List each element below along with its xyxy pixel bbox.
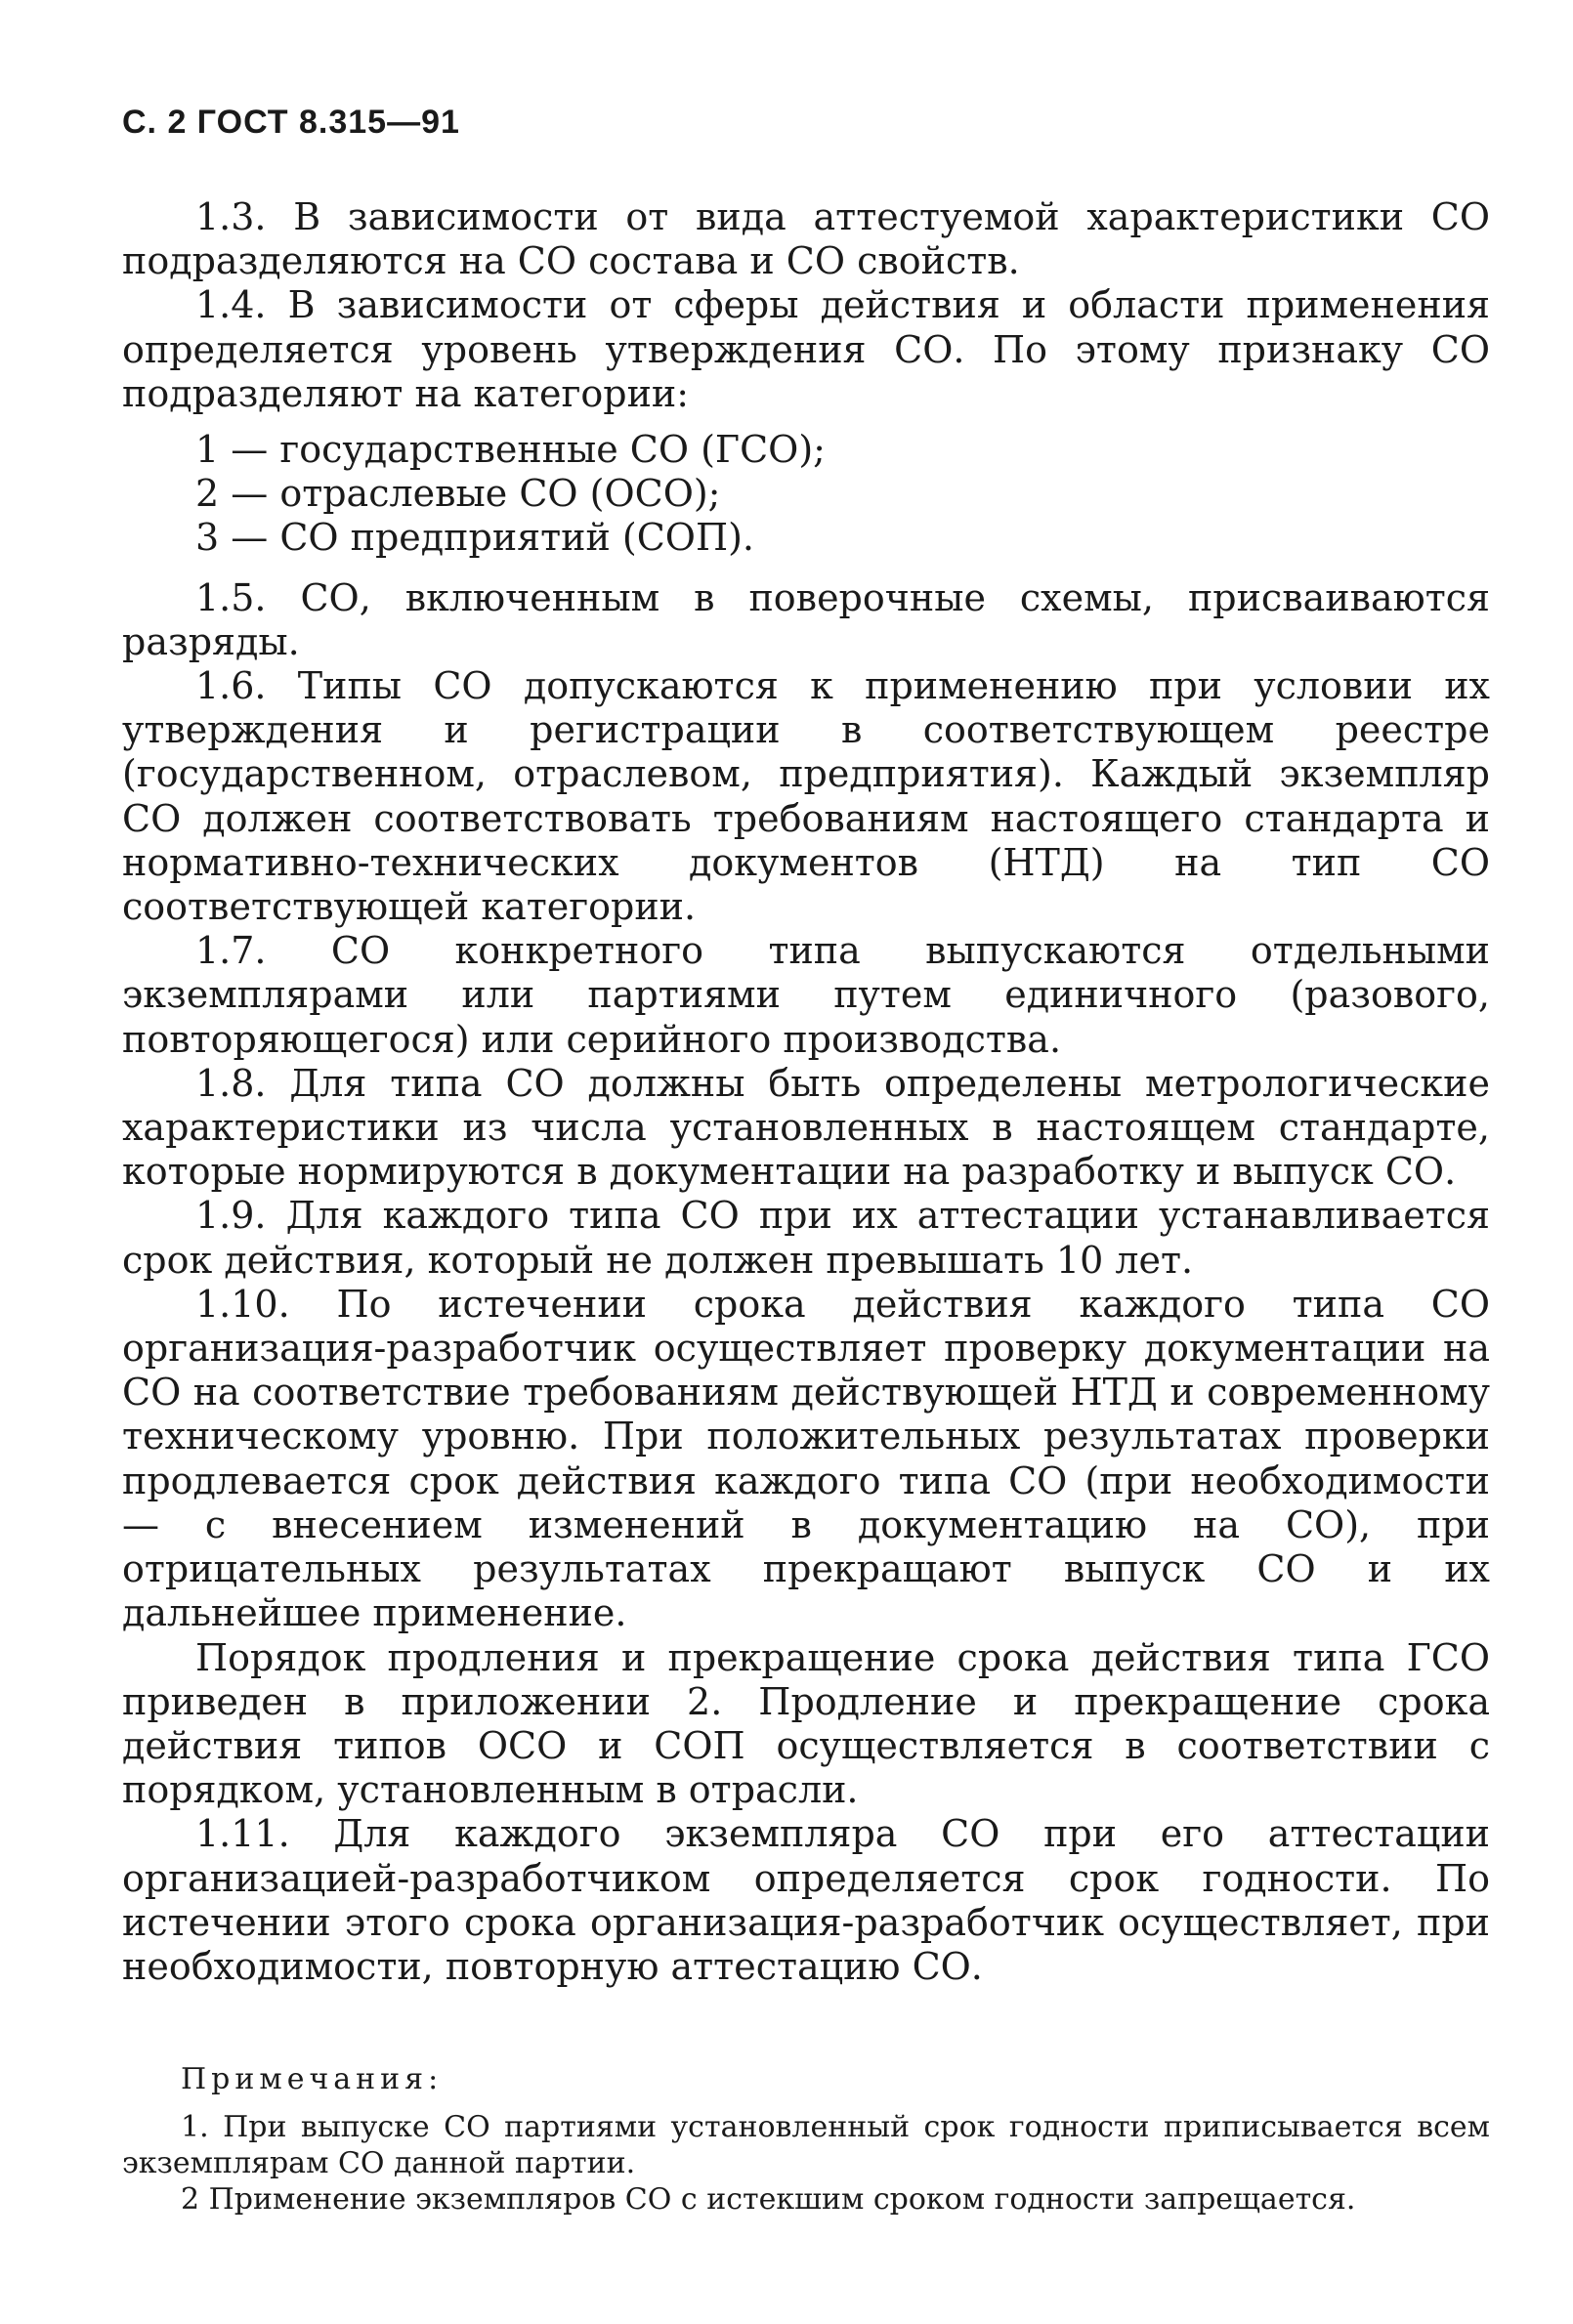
- notes-section: [122, 2061, 1490, 2218]
- paragraph-gso-procedure: Порядок продления и прекращение срока действия типа ГСО приведен в приложении 2. Продление и прекращение срока действия типов ОСО и СОП осуществляется в соответствии с порядком, установленным в отрасли.: [122, 1635, 1490, 1812]
- paragraph-1-10: 1.10. По истечении срока действия каждого типа СО организация-разработчик осуществляет проверку документации на СО на соответствие требованиям действующей НТД и современному техническому уровню. При положительных результатах проверки продлевается срок действия каждого типа СО (при необходимости — с внесением изменений в документацию на СО), при отрицательных результатах прекращают выпуск СО и их дальнейшее применение.: [122, 1282, 1490, 1635]
- paragraph-1-3: 1.3. В зависимости от вида аттестуемой характеристики СО подразделяются на СО состава и СО свойств.: [122, 195, 1490, 283]
- paragraph-1-11: 1.11. Для каждого экземпляра СО при его аттестации организацией-разработчиком определяется срок годности. По истечении этого срока организация-разработчик осуществляет, при необходимости, повторную аттестацию СО.: [122, 1812, 1490, 1988]
- paragraph-1-9: 1.9. Для каждого типа СО при их аттестации устанавливается срок действия, который не должен превышать 10 лет.: [122, 1194, 1490, 1282]
- page-header: С. 2 ГОСТ 8.315—91: [122, 104, 460, 141]
- paragraph-1-5: 1.5. СО, включенным в поверочные схемы, присваиваются разряды.: [122, 575, 1490, 663]
- note-item: 1. При выпуске СО партиями установленный срок годности приписывается всем экземплярам СО данной партии.: [122, 2110, 1490, 2180]
- paragraph-1-7: 1.7. СО конкретного типа выпускаются отдельными экземплярами или партиями путем единичного (разового, повторяющегося) или серийного производства.: [122, 929, 1490, 1061]
- paragraph-1-4: 1.4. В зависимости от сферы действия и области применения определяется уровень утверждения СО. По этому признаку СО подразделяют на категории:: [122, 283, 1490, 415]
- paragraph-1-8: 1.8. Для типа СО должны быть определены метрологические характеристики из числа установленных в настоящем стандарте, которые нормируются в документации на разработку и выпуск СО.: [122, 1061, 1490, 1194]
- category-item: 3 — СО предприятий (СОП).: [195, 516, 754, 560]
- document-body: [122, 195, 1490, 1989]
- category-item: 1 — государственные СО (ГСО);: [195, 428, 826, 472]
- note-item: 2 Применение экземпляров СО с истекшим сроком годности запрещается.: [181, 2182, 1356, 2217]
- category-list: [122, 428, 1490, 561]
- paragraph-1-6: 1.6. Типы СО допускаются к применению при условии их утверждения и регистрации в соответствующем реестре (государственном, отраслевом, предприятия). Каждый экземпляр СО должен соответствовать требованиям настоящего стандарта и нормативно-технических документов (НТД) на тип СО соответствующей категории.: [122, 664, 1490, 929]
- category-item: 2 — отраслевые СО (ОСО);: [195, 472, 721, 516]
- notes-title: Примечания:: [181, 2062, 444, 2096]
